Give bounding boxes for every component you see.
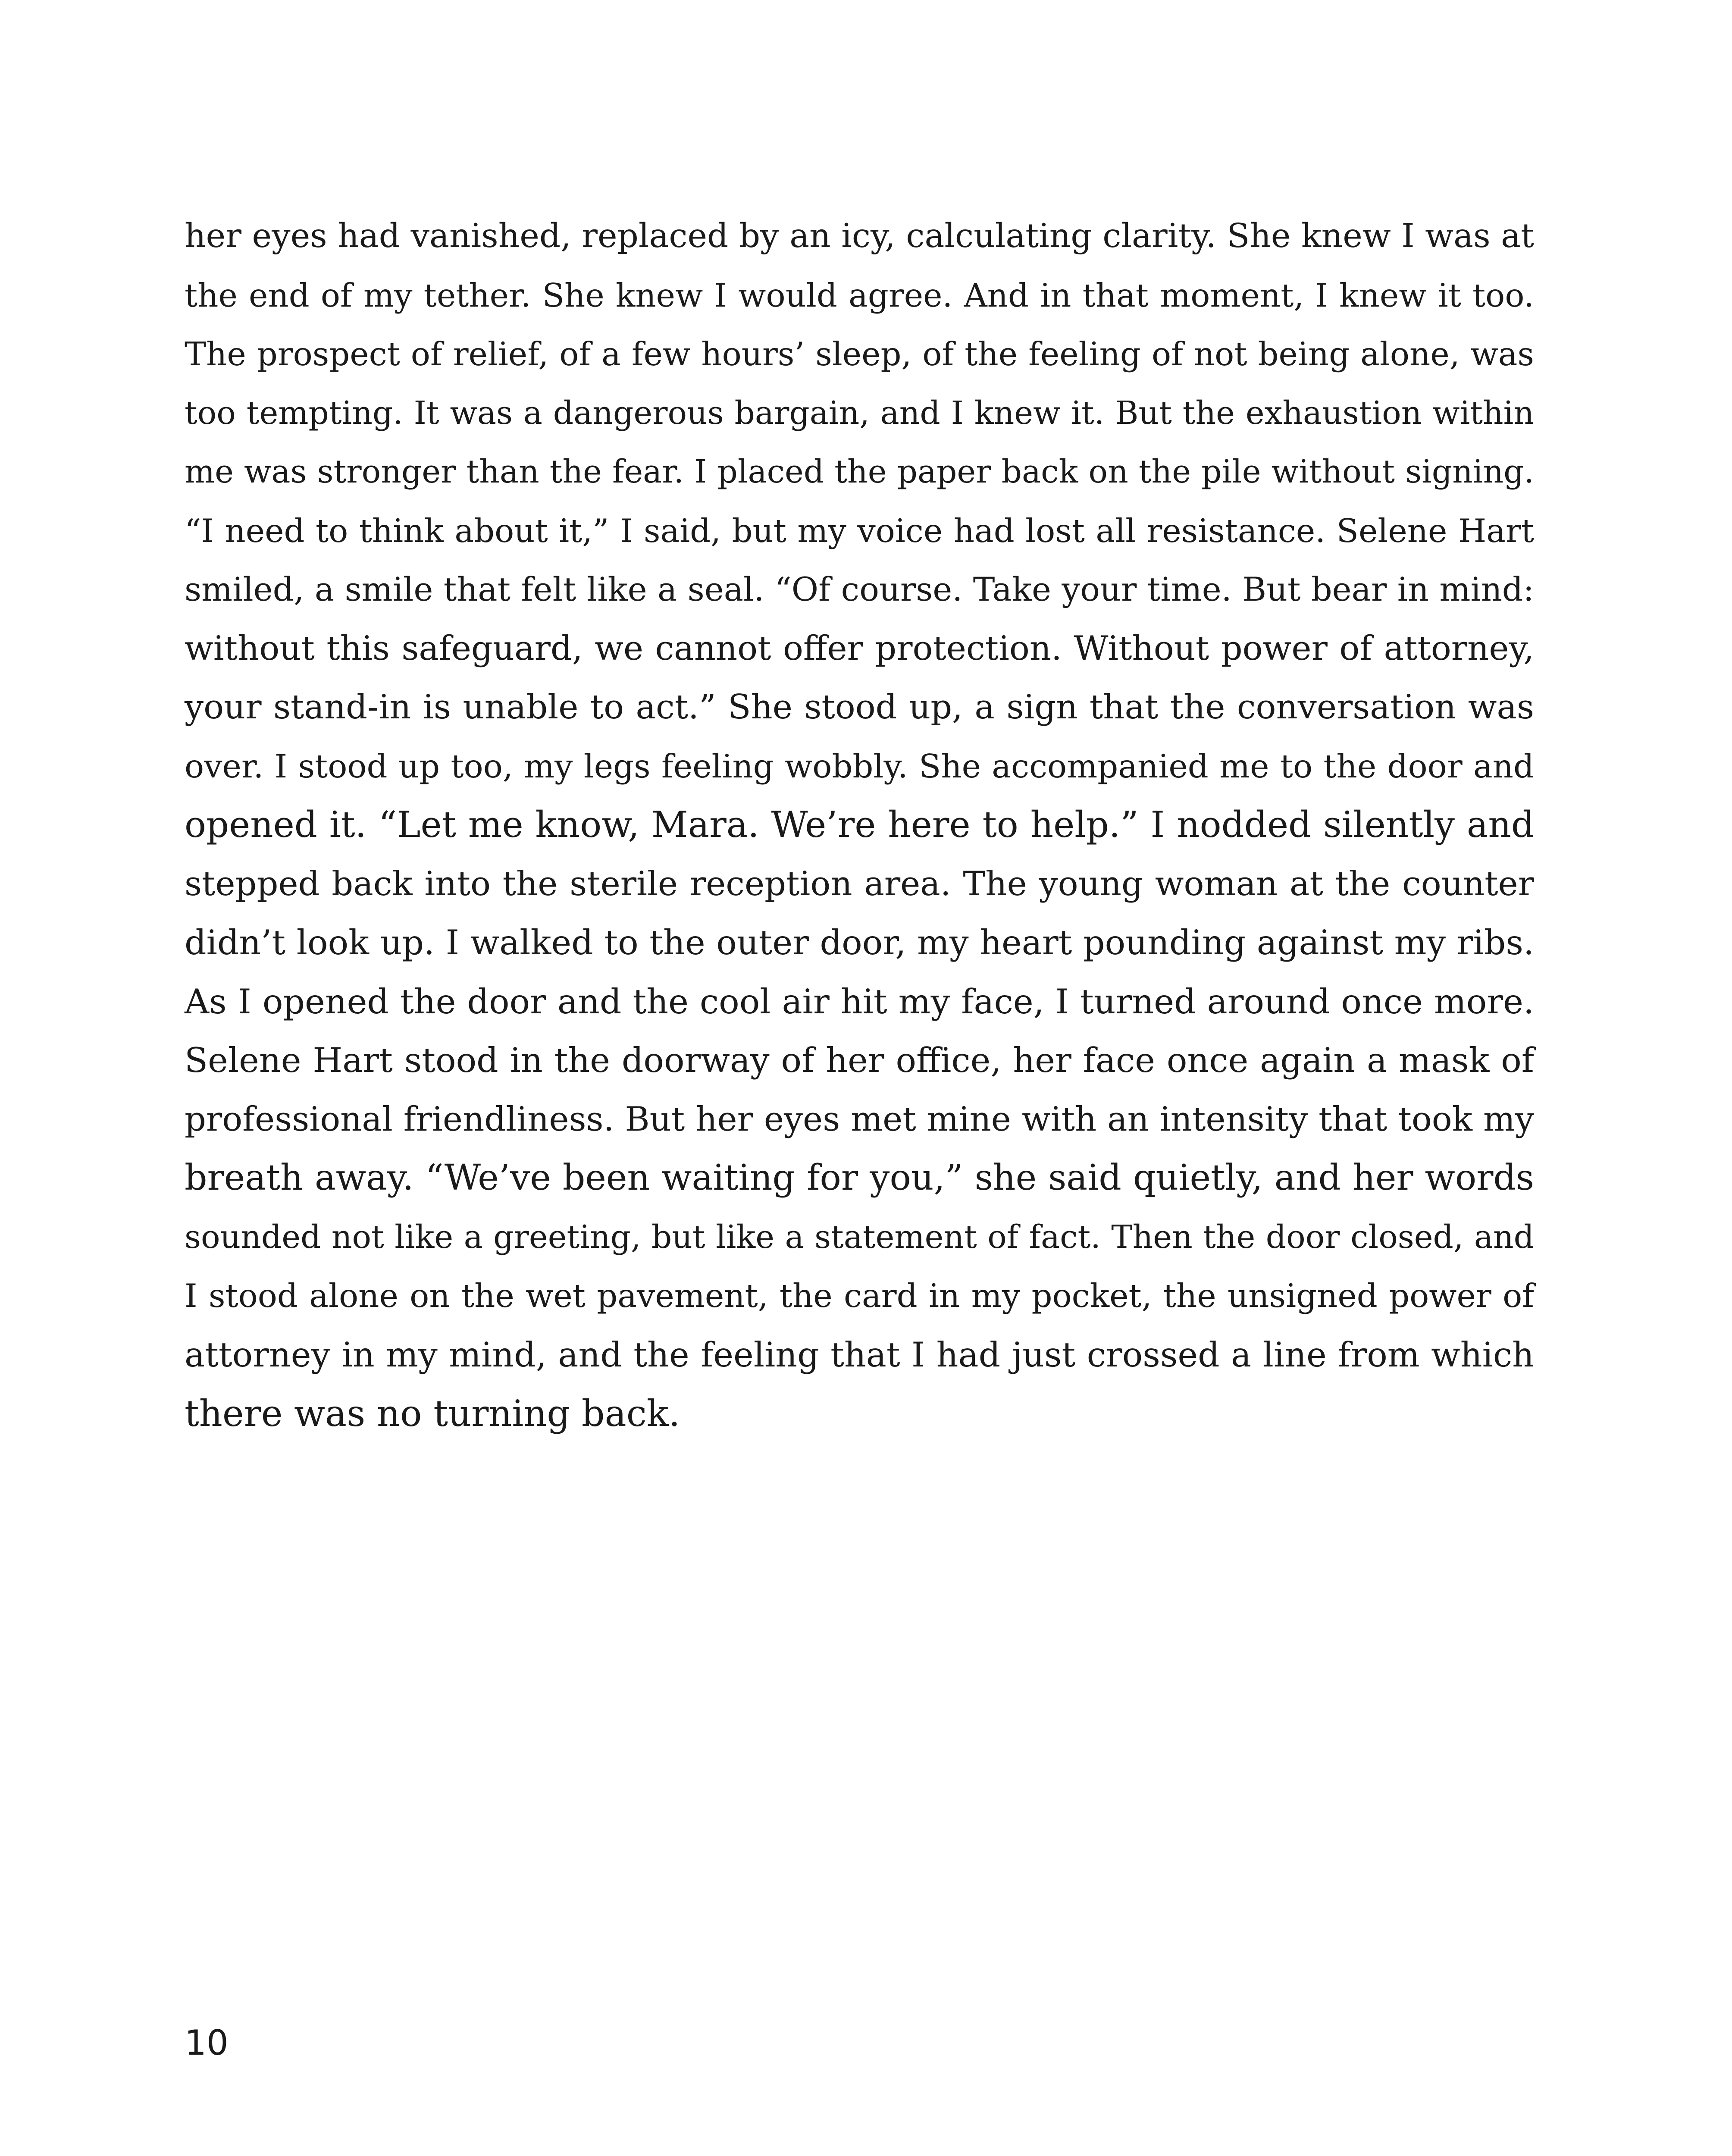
text-line: over. I stood up too, my legs feeling wobbly. She accompanied me to the door and bbox=[185, 747, 1534, 785]
text-line: too tempting. It was a dangerous bargain, and I knew it. But the exhaustion within bbox=[185, 394, 1534, 432]
text-line: didn’t look up. I walked to the outer door, my heart pounding against my ribs. bbox=[185, 923, 1534, 962]
text-line: breath away. “We’ve been waiting for you,” she said quietly, and her words bbox=[185, 1157, 1534, 1198]
text-line: Selene Hart stood in the doorway of her office, her face once again a mask of bbox=[185, 1040, 1534, 1080]
text-line: the end of my tether. She knew I would agree. And in that moment, I knew it too. bbox=[185, 276, 1534, 314]
text-line: her eyes had vanished, replaced by an icy, calculating clarity. She knew I was at bbox=[185, 217, 1534, 255]
text-line: without this safeguard, we cannot offer protection. Without power of attorney, bbox=[185, 629, 1534, 668]
text-line: smiled, a smile that felt like a seal. “Of course. Take your time. But bear in mind: bbox=[185, 570, 1534, 608]
body-paragraph bbox=[185, 207, 1534, 1443]
text-line-last: there was no turning back. bbox=[185, 1392, 680, 1435]
text-line: attorney in my mind, and the feeling that I had just crossed a line from which bbox=[185, 1335, 1534, 1375]
text-line: I stood alone on the wet pavement, the card in my pocket, the unsigned power of bbox=[185, 1277, 1534, 1315]
text-line: “I need to think about it,” I said, but my voice had lost all resistance. Selene Hart bbox=[185, 511, 1534, 550]
text-line: stepped back into the sterile reception area. The young woman at the counter bbox=[185, 864, 1534, 903]
page-number: 10 bbox=[185, 2023, 229, 2063]
text-line: me was stronger than the fear. I placed the paper back on the pile without signing. bbox=[185, 453, 1534, 490]
text-line: sounded not like a greeting, but like a statement of fact. Then the door closed, and bbox=[185, 1218, 1534, 1256]
text-line: your stand-in is unable to act.” She stood up, a sign that the conversation was bbox=[185, 688, 1534, 727]
text-line: opened it. “Let me know, Mara. We’re here to help.” I nodded silently and bbox=[185, 804, 1534, 846]
text-line: professional friendliness. But her eyes met mine with an intensity that took my bbox=[185, 1100, 1534, 1139]
text-line: As I opened the door and the cool air hit my face, I turned around once more. bbox=[185, 981, 1534, 1022]
text-line: The prospect of relief, of a few hours’ sleep, of the feeling of not being alone, was bbox=[185, 335, 1534, 373]
